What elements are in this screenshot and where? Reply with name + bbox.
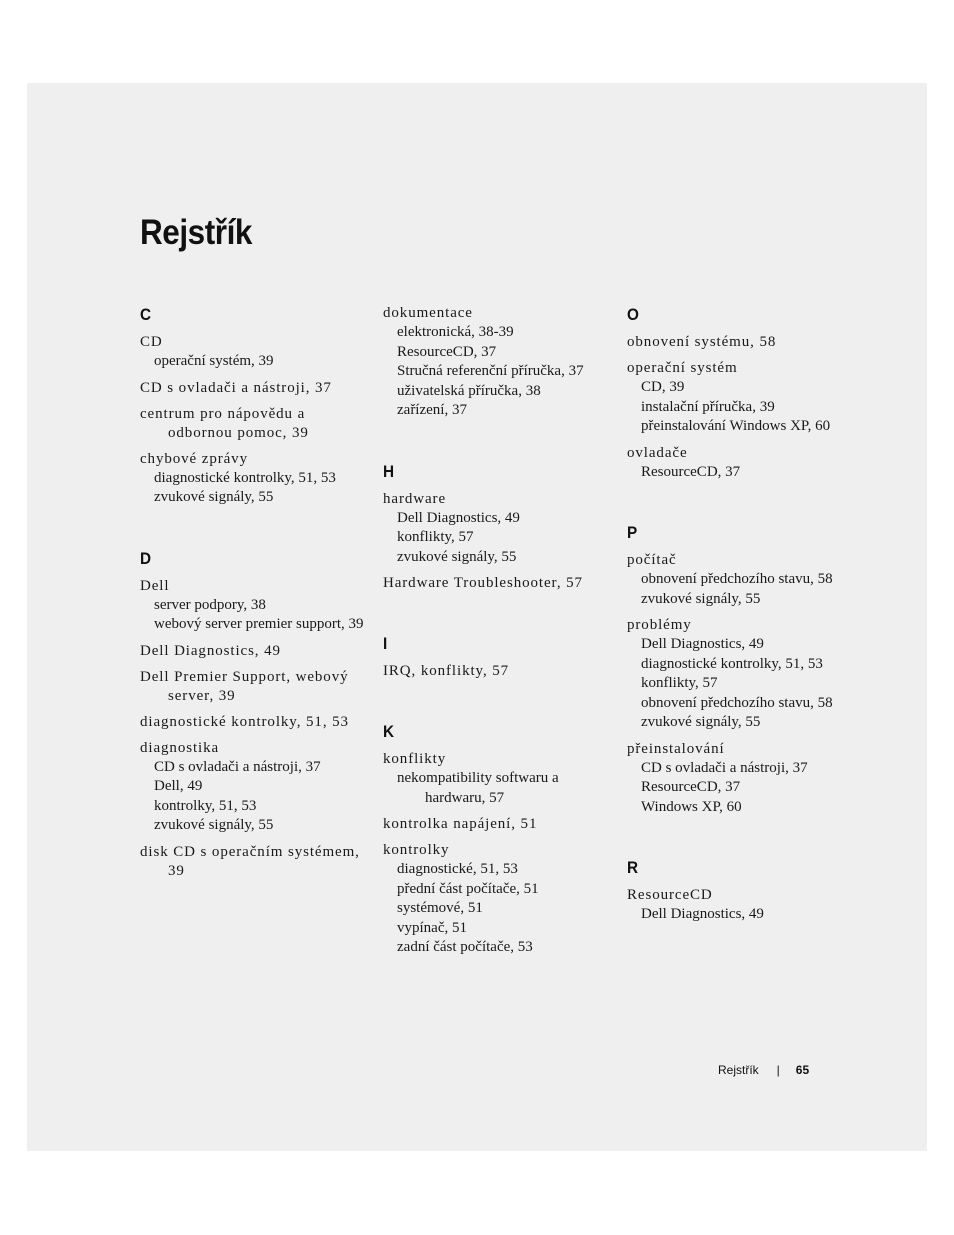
index-letter-heading: K [383, 722, 395, 741]
index-letter-heading: I [383, 634, 388, 653]
index-subentry: diagnostické kontrolky, 51, 53 [641, 655, 823, 672]
index-column-1 [140, 304, 370, 888]
index-term: CD [140, 334, 163, 350]
index-entry [140, 450, 370, 508]
index-subentry: Dell Diagnostics, 49 [641, 636, 764, 652]
index-subentry: přeinstalování Windows XP, 60 [641, 418, 831, 434]
index-letter-heading: R [627, 858, 639, 877]
index-entry [627, 444, 857, 483]
index-term: Dell Diagnostics, 49 [140, 642, 281, 659]
index-subentry: diagnostické, 51, 53 [397, 861, 518, 877]
index-entry [383, 304, 613, 421]
page-footer [718, 1062, 809, 1078]
index-subentry: Dell, 49 [154, 778, 203, 794]
index-subentry: zvukové signály, 55 [154, 489, 274, 505]
index-entry [627, 740, 857, 818]
page-title: Rejstřík [140, 213, 252, 252]
index-subentry: zvukové signály, 55 [154, 817, 274, 833]
index-term: ovladače [627, 444, 688, 461]
index-subentry: Stručná referenční příručka, 37 [397, 363, 584, 379]
index-term: disk CD s operačním systémem, 39 [140, 843, 360, 879]
footer-section-title: Rejstřík [718, 1063, 759, 1077]
index-subentry: diagnostické kontrolky, 51, 53 [154, 469, 336, 486]
index-entry [627, 616, 857, 733]
index-term: kontrolky [383, 842, 450, 858]
index-subentry: zvukové signály, 55 [397, 548, 517, 565]
index-letter-heading: O [627, 305, 639, 324]
index-subentry: operační systém, 39 [154, 353, 274, 369]
index-subentry: obnovení předchozího stavu, 58 [641, 571, 833, 587]
index-entry [383, 574, 613, 593]
index-subentry: ResourceCD, 37 [641, 779, 741, 795]
index-entry [383, 841, 613, 958]
index-entry [140, 739, 370, 836]
index-subentry: systémové, 51 [397, 900, 483, 916]
index-subentry: Dell Diagnostics, 49 [397, 509, 520, 526]
index-term: konflikty [383, 751, 447, 767]
index-term: hardware [383, 490, 446, 507]
index-letter-heading: C [140, 305, 152, 324]
index-entry [140, 405, 370, 443]
index-subentry: CD s ovladači a nástroji, 37 [154, 758, 321, 775]
index-subentry: přední část počítače, 51 [397, 880, 539, 897]
index-entry [627, 359, 857, 437]
index-subentry: obnovení předchozího stavu, 58 [641, 694, 833, 711]
index-subentry: ResourceCD, 37 [397, 343, 497, 360]
index-entry [140, 379, 370, 398]
index-column-2 [383, 304, 613, 965]
index-subentry: vypínač, 51 [397, 919, 467, 936]
index-letter-heading: P [627, 523, 638, 542]
index-entry [140, 668, 370, 706]
index-subentry: konflikty, 57 [641, 675, 718, 691]
index-letter-heading: H [383, 461, 395, 481]
index-subentry: Windows XP, 60 [641, 798, 742, 815]
index-term: obnovení systému, 58 [627, 334, 777, 350]
index-term: IRQ, konflikty, 57 [383, 663, 510, 679]
index-subentry: Dell Diagnostics, 49 [641, 906, 764, 922]
index-subentry: webový server premier support, 39 [154, 616, 364, 632]
index-subentry: zařízení, 37 [397, 402, 467, 418]
index-term: diagnostika [140, 739, 220, 756]
index-subentry: kontrolky, 51, 53 [154, 797, 257, 814]
index-subentry: CD, 39 [641, 379, 685, 395]
index-term: CD s ovladači a nástroji, 37 [140, 379, 332, 396]
index-subentry: uživatelská příručka, 38 [397, 382, 541, 399]
index-entry [627, 886, 857, 925]
index-term: problémy [627, 617, 692, 633]
index-subentry: elektronická, 38-39 [397, 324, 514, 340]
index-subentry: instalační příručka, 39 [641, 398, 775, 415]
index-entry [140, 333, 370, 372]
index-subentry: nekompatibility softwaru a hardwaru, 57 [397, 770, 559, 806]
index-entry [140, 577, 370, 635]
index-subentry: server podpory, 38 [154, 596, 266, 613]
index-term: Dell [140, 577, 170, 594]
index-subentry: konflikty, 57 [397, 529, 474, 545]
index-subentry: zvukové signály, 55 [641, 590, 761, 607]
index-entry [383, 750, 613, 808]
index-term: Dell Premier Support, webový server, 39 [140, 668, 349, 704]
index-term: kontrolka napájení, 51 [383, 816, 538, 832]
index-entry [383, 815, 613, 834]
index-column-3 [627, 304, 857, 932]
index-entry [383, 662, 613, 681]
index-entry [627, 551, 857, 609]
index-term: počítač [627, 552, 677, 568]
index-entry [140, 642, 370, 661]
index-subentry: zadní část počítače, 53 [397, 939, 533, 955]
index-subentry: CD s ovladači a nástroji, 37 [641, 759, 808, 776]
index-term: Hardware Troubleshooter, 57 [383, 575, 583, 591]
index-term: diagnostické kontrolky, 51, 53 [140, 713, 349, 730]
index-term: přeinstalování [627, 740, 725, 757]
index-term: dokumentace [383, 305, 473, 321]
index-letter-heading: D [140, 548, 152, 568]
index-entry [627, 333, 857, 352]
index-subentry: zvukové signály, 55 [641, 714, 761, 730]
index-entry [140, 713, 370, 732]
index-entry [140, 843, 370, 881]
index-term: chybové zprávy [140, 450, 248, 467]
index-entry [383, 490, 613, 568]
index-term: ResourceCD [627, 887, 713, 903]
page-number: 65 [795, 1063, 810, 1077]
footer-separator: | [776, 1063, 780, 1077]
index-term: operační systém [627, 360, 738, 376]
index-term: centrum pro nápovědu a odbornou pomoc, 39 [140, 405, 309, 441]
index-subentry: ResourceCD, 37 [641, 463, 741, 480]
